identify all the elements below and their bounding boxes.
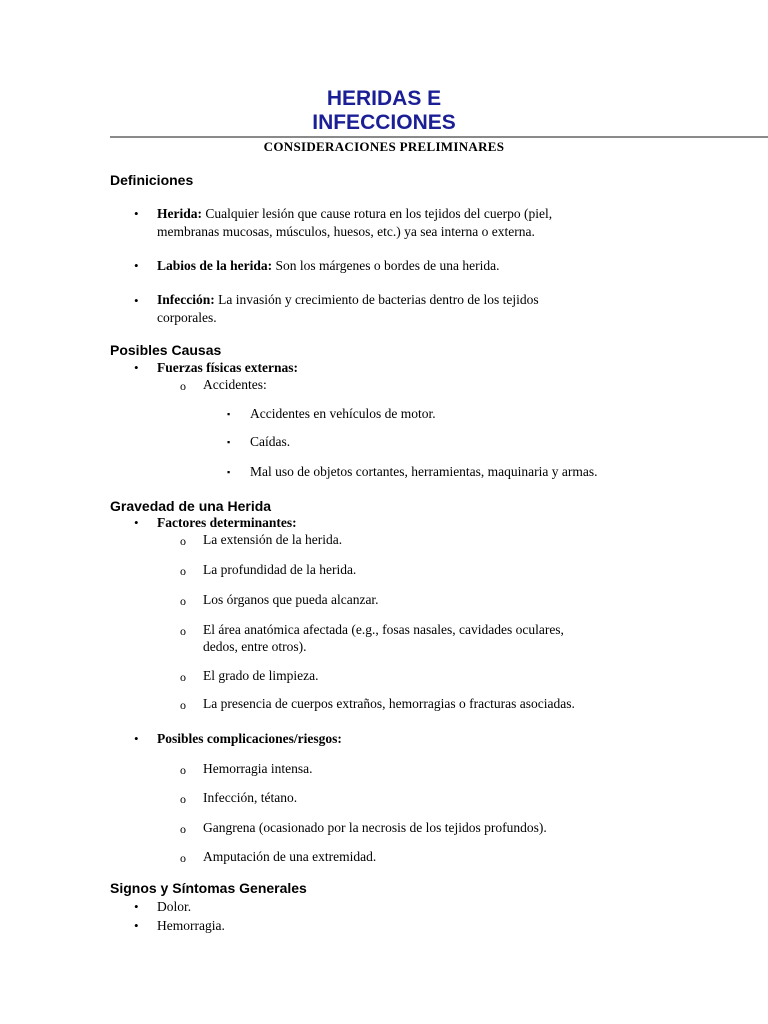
definition-text: Cualquier lesión que cause rotura en los tejidos del cuerpo (piel, — [202, 206, 553, 221]
list-item: Fuerzas físicas externas: — [157, 360, 298, 375]
list-subitem: Los órganos que pueda alcanzar. — [203, 592, 379, 607]
list-subitem: La profundidad de la herida. — [203, 562, 357, 577]
list-subitem: Accidentes: — [203, 377, 267, 392]
definition-text: Son los márgenes o bordes de una herida. — [272, 258, 500, 273]
bullet-circle: o — [180, 822, 186, 836]
bullet-circle: o — [180, 670, 186, 684]
page-title-line-2: INFECCIONES — [312, 111, 456, 134]
definition-text-continued: corporales. — [157, 310, 217, 325]
list-subsubitem: Caídas. — [250, 434, 291, 449]
list-subitem: El área anatómica afectada (e.g., fosas nasales, cavidades oculares, — [203, 622, 564, 637]
bullet-disc: • — [134, 206, 139, 221]
bullet-disc: • — [134, 918, 139, 933]
list-subitem: Infección, tétano. — [203, 790, 298, 805]
bullet-disc: • — [134, 258, 139, 273]
definition-item — [157, 257, 499, 275]
list-subitem: Hemorragia intensa. — [203, 761, 313, 776]
list-item: Hemorragia. — [157, 918, 225, 933]
bullet-circle: o — [180, 792, 186, 806]
definition-item — [157, 205, 552, 223]
section-heading-definiciones: Definiciones — [110, 172, 194, 188]
definition-term: Labios de la herida: — [157, 258, 273, 273]
list-subsubitem: Accidentes en vehículos de motor. — [250, 406, 436, 421]
list-subsubitem: Mal uso de objetos cortantes, herramientas, maquinaria y armas. — [250, 464, 598, 479]
bullet-square: ▪ — [227, 467, 231, 477]
definition-text-continued: membranas mucosas, músculos, huesos, etc.) ya sea interna o externa. — [157, 224, 535, 239]
definition-term: Herida: — [157, 206, 202, 221]
bullet-disc: • — [134, 360, 139, 375]
bullet-circle: o — [180, 564, 186, 578]
bullet-square: ▪ — [227, 409, 231, 419]
page-title-line-1: HERIDAS E — [326, 87, 442, 110]
list-subitem: Gangrena (ocasionado por la necrosis de los tejidos profundos). — [203, 820, 547, 835]
list-subitem-continued: dedos, entre otros). — [203, 639, 307, 654]
list-subitem: El grado de limpieza. — [203, 668, 319, 683]
list-item: Dolor. — [157, 899, 192, 914]
list-subitem: Amputación de una extremidad. — [203, 849, 377, 864]
list-item: Posibles complicaciones/riesgos: — [157, 731, 342, 746]
bullet-square: ▪ — [227, 437, 231, 447]
bullet-disc: • — [134, 293, 139, 308]
list-subitem: La extensión de la herida. — [203, 532, 343, 547]
definition-item — [157, 291, 539, 309]
bullet-disc: • — [134, 899, 139, 914]
bullet-circle: o — [180, 624, 186, 638]
section-heading-causas: Posibles Causas — [110, 342, 222, 358]
section-heading-gravedad: Gravedad de una Herida — [110, 498, 272, 514]
definition-term: Infección: — [157, 292, 215, 307]
list-item: Factores determinantes: — [157, 515, 297, 530]
bullet-circle: o — [180, 698, 186, 712]
bullet-disc: • — [134, 731, 139, 746]
definition-text: La invasión y crecimiento de bacterias dentro de los tejidos — [214, 292, 539, 307]
list-subitem: La presencia de cuerpos extraños, hemorragias o fracturas asociadas. — [203, 696, 575, 711]
bullet-circle: o — [180, 534, 186, 548]
bullet-circle: o — [180, 851, 186, 865]
page-subtitle: CONSIDERACIONES PRELIMINARES — [263, 139, 505, 154]
bullet-circle: o — [180, 594, 186, 608]
title-divider — [110, 136, 768, 138]
bullet-disc: • — [134, 515, 139, 530]
bullet-circle: o — [180, 379, 186, 393]
bullet-circle: o — [180, 763, 186, 777]
section-heading-signos: Signos y Síntomas Generales — [110, 880, 307, 896]
